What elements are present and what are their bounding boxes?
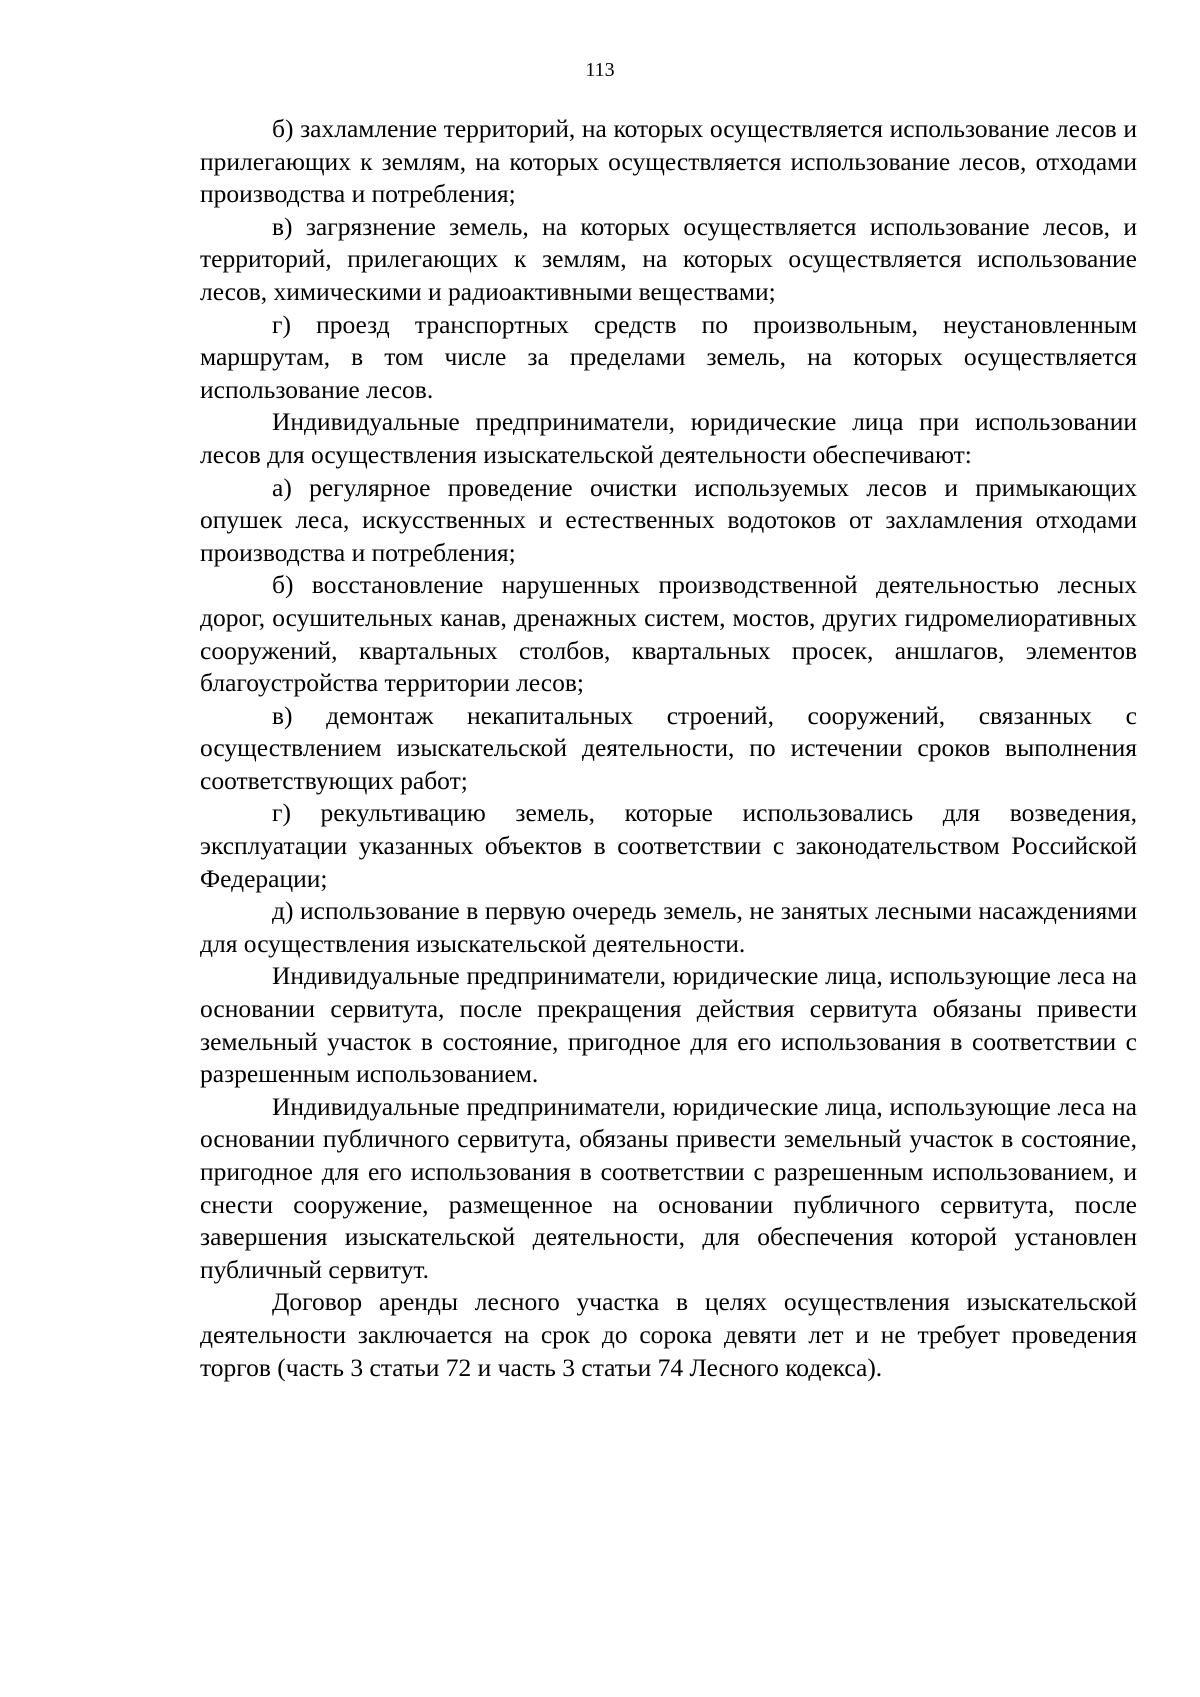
paragraph-item-d-land-use: д) использование в первую очередь земель, не занятых лесными насаждениями для осуществления изыскательской деятельности. [200, 896, 1137, 958]
paragraph-obligations-intro: Индивидуальные предприниматели, юридические лица при использовании лесов для осуществления изыскательской деятельности обеспечивают: [200, 407, 1137, 469]
paragraph-item-b-littering: б) захламление территорий, на которых осуществляется использование лесов и прилегающих к землям, на которых осуществляется использование лесов, отходами производства и потребления; [200, 114, 1137, 209]
paragraph-servitude: Индивидуальные предприниматели, юридические лица, использующие леса на основании сервитута, после прекращения действия сервитута обязаны привести земельный участок в состояние, пригодное для его использования в соответствии с разрешенным использованием. [200, 961, 1137, 1089]
paragraph-public-servitude: Индивидуальные предприниматели, юридические лица, использующие леса на основании публичного сервитута, обязаны привести земельный участок в состояние, пригодное для его использования в соответствии с разрешенным использованием, и снести сооружение, размещенное на основании публичного сервитута, после завершения изыскательской деятельности, для обеспечения которой установлен публичный сервитут. [200, 1091, 1137, 1284]
paragraph-item-a-cleaning: а) регулярное проведение очистки используемых лесов и примыкающих опушек леса, искусственных и естественных водотоков от захламления отходами производства и потребления; [200, 472, 1137, 567]
paragraph-item-g-recultivation: г) рекультивацию земель, которые использовались для возведения, эксплуатации указанных объектов в соответствии с законодательством Российской Федерации; [200, 798, 1137, 893]
paragraph-item-v-pollution: в) загрязнение земель, на которых осуществляется использование лесов, и территорий, прилегающих к землям, на которых осуществляется использование лесов, химическими и радиоактивными веществами; [200, 211, 1137, 306]
paragraph-item-b-restoration: б) восстановление нарушенных производственной деятельностью лесных дорог, осушительных канав, дренажных систем, мостов, других гидромелиоративных сооружений, квартальных столбов, квартальных просек, аншлагов, элементов благоустройства территории лесов; [200, 570, 1137, 698]
paragraph-item-v-dismantling: в) демонтаж некапитальных строений, сооружений, связанных с осуществлением изыскательской деятельности, по истечении сроков выполнения соответствующих работ; [200, 700, 1137, 795]
page-number: 113 [585, 59, 615, 81]
paragraph-item-g-vehicle-passage: г) проезд транспортных средств по произвольным, неустановленным маршрутам, в том числе за пределами земель, на которых осуществляется использование лесов. [200, 309, 1137, 404]
paragraph-lease-agreement: Договор аренды лесного участка в целях осуществления изыскательской деятельности заключается на срок до сорока девяти лет и не требует проведения торгов (часть 3 статьи 72 и часть 3 статьи 74 Лесного кодекса). [200, 1287, 1137, 1382]
document-body [200, 113, 1137, 1384]
